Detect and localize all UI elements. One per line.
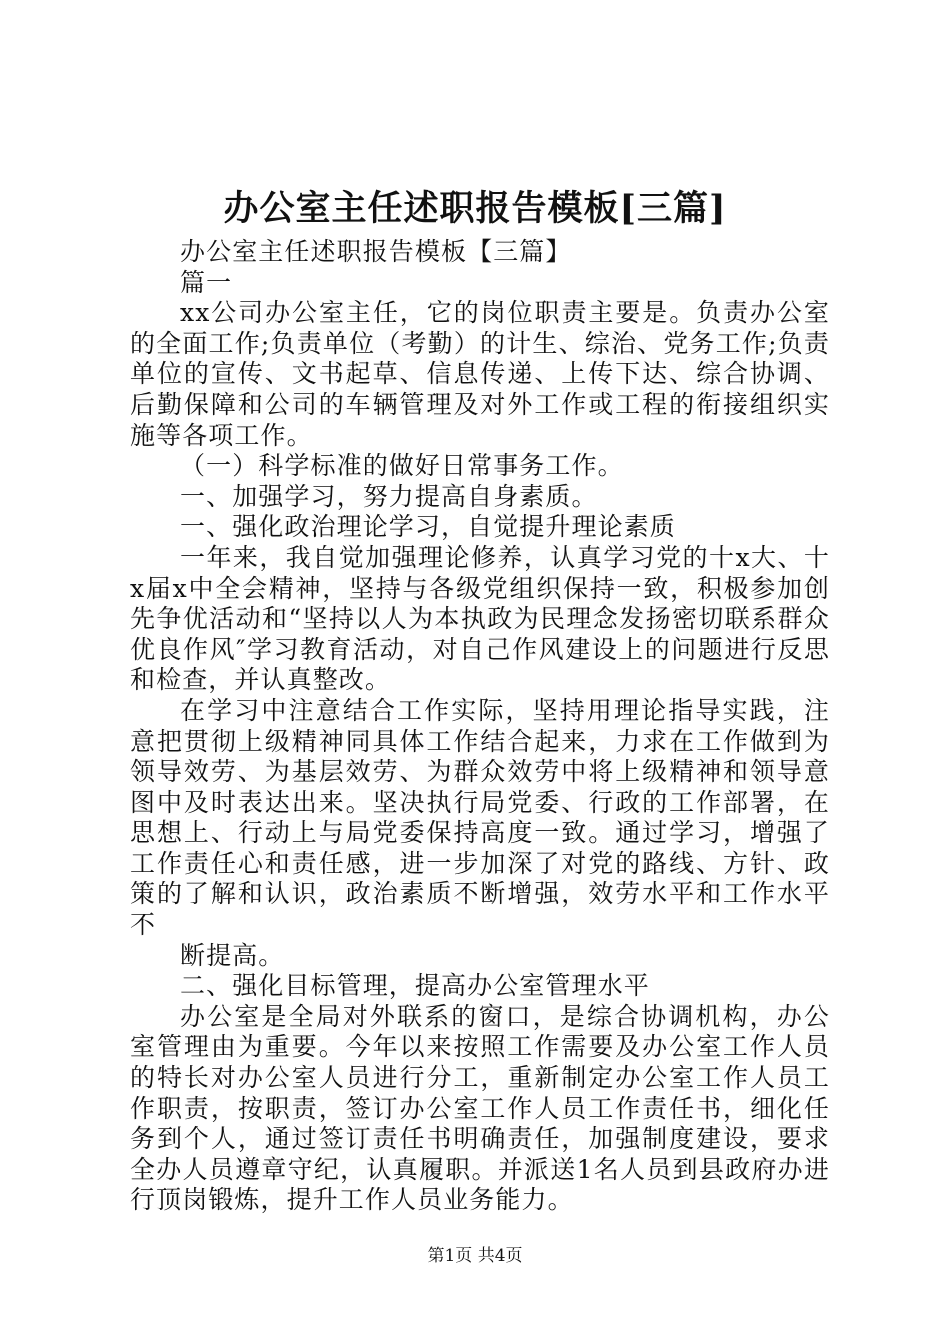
section-label: 篇一: [180, 267, 233, 297]
paragraph-office-management: 办公室是全局对外联系的窗口，是综合协调机构，办公室管理由为重要。今年以来按照工作需要及办公室工作人员的特长对办公室人员进行分工，重新制定办公室工作人员工作职责，按职责，签订办公室工作人员工作责任书，细化任务到个人，通过签订责任书明确责任，加强制度建设，要求全办人员遵章守纪，认真履职。并派送1名人员到县政府办进行顶岗锻炼，提升工作人员业务能力。: [130, 1001, 830, 1215]
document-subtitle: 办公室主任述职报告模板【三篇】: [180, 237, 572, 266]
paragraph-heading-study: 一、加强学习，努力提高自身素质。: [180, 481, 598, 511]
paragraph-heading-daily-work: （一）科学标准的做好日常事务工作。: [180, 451, 624, 481]
paragraph-continuation: 断提高。: [180, 940, 285, 970]
document-body: [130, 237, 830, 1216]
paragraph-self-study: 一年来，我自觉加强理论修养，认真学习党的十x大、十x届x中全会精神，坚持与各级党组织保持一致，积极参加创先争优活动和“坚持以人为本执政为民理念发扬密切联系群众优良作风″学习教育活动，对自己作风建设上的问题进行反思和检查，并认真整改。: [130, 542, 830, 695]
paragraph-duties: xx公司办公室主任，它的岗位职责主要是。负责办公室的全面工作;负责单位（考勤）的计生、综治、党务工作;负责单位的宣传、文书起草、信息传递、上传下达、综合协调、后勤保障和公司的车辆管理及对外工作或工程的衔接组织实施等各项工作。: [130, 298, 830, 450]
page-footer: 第1页 共4页: [427, 1246, 523, 1266]
document-title: 办公室主任述职报告模板[三篇]: [223, 188, 727, 229]
paragraph-practice: 在学习中注意结合工作实际，坚持用理论指导实践，注意把贯彻上级精神同具体工作结合起来，力求在工作做到为领导效劳、为基层效劳、为群众效劳中将上级精神和领导意图中及时表达出来。坚决执行局党委、行政的工作部署，在思想上、行动上与局党委保持高度一致。通过学习，增强了工作责任心和责任感，进一步加深了对党的路线、方针、政策的了解和认识，政治素质不断增强，效劳水平和工作水平不: [130, 695, 830, 940]
paragraph-heading-target-management: 二、强化目标管理，提高办公室管理水平: [180, 971, 650, 1001]
paragraph-heading-political-theory: 一、强化政治理论学习，自觉提升理论素质: [180, 512, 676, 542]
